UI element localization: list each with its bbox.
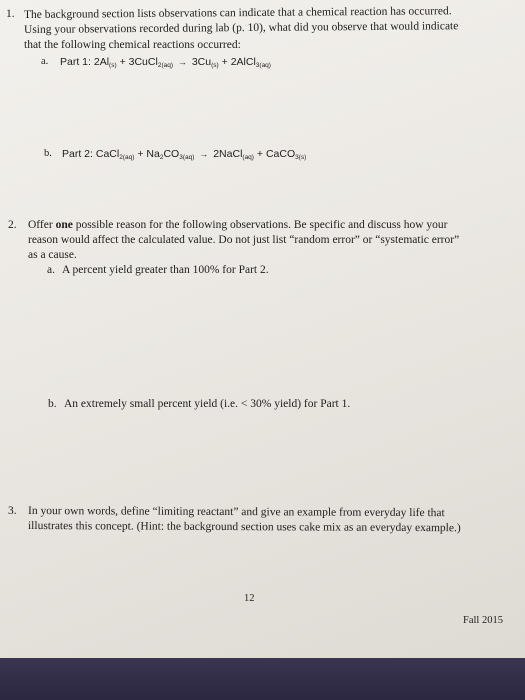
q2-line-2: reason would affect the calculated value. Do not just list “random error” or “systematic error” <box>28 234 460 246</box>
q1-line-3: that the following chemical reactions occurred: <box>24 39 241 51</box>
reaction-arrow-icon: → <box>199 149 209 159</box>
q1b-label: b. <box>44 148 52 159</box>
q2b-text: An extremely small percent yield (i.e. < 30% yield) for Part 1. <box>64 398 351 410</box>
q2-number: 2. <box>8 219 17 231</box>
q2-line-3: as a cause. <box>28 249 77 261</box>
q1b-equation: Part 2: CaCl$_{2(aq)}$ + $Na_2CO_{3(aq)}$ → 2NaCl$_{(aq)}$ + CaCO$_{3(s)}$ <box>62 148 307 161</box>
q1-line-2: Using your observations recorded during lab (p. 10), what did you observe that would indicate <box>23 20 459 36</box>
q1-number: 1. <box>6 8 15 20</box>
q3-line-1: In your own words, define “limiting reactant” and give an example from everyday life that <box>27 505 445 520</box>
reaction-arrow-icon: → <box>177 57 187 67</box>
q2a-label: a. <box>47 264 55 276</box>
q1-line-1: The background section lists observations can indicate that a chemical reaction has occurred. <box>23 5 452 21</box>
q3-line-2: illustrates this concept. (Hint: the background section uses cake mix as an everyday example.) <box>27 520 461 535</box>
background-surface <box>0 658 525 700</box>
page-number: 12 <box>244 593 255 604</box>
q1a-label: a. <box>41 56 49 67</box>
q2b-label: b. <box>48 398 57 410</box>
q2a-text: A percent yield greater than 100% for Part 2. <box>62 264 269 276</box>
q2-line-1: Offer one possible reason for the following observations. Be specific and discuss how your <box>28 219 448 231</box>
term-label: Fall 2015 <box>463 615 503 626</box>
q1a-equation: Part 1: $2Al_{(s)}$ + 3CuCl$_{2(aq)}$ → $3Cu_{(s)}$ + 2AlCl$_{3(aq)}$ <box>60 56 271 69</box>
q3-number: 3. <box>8 505 17 517</box>
